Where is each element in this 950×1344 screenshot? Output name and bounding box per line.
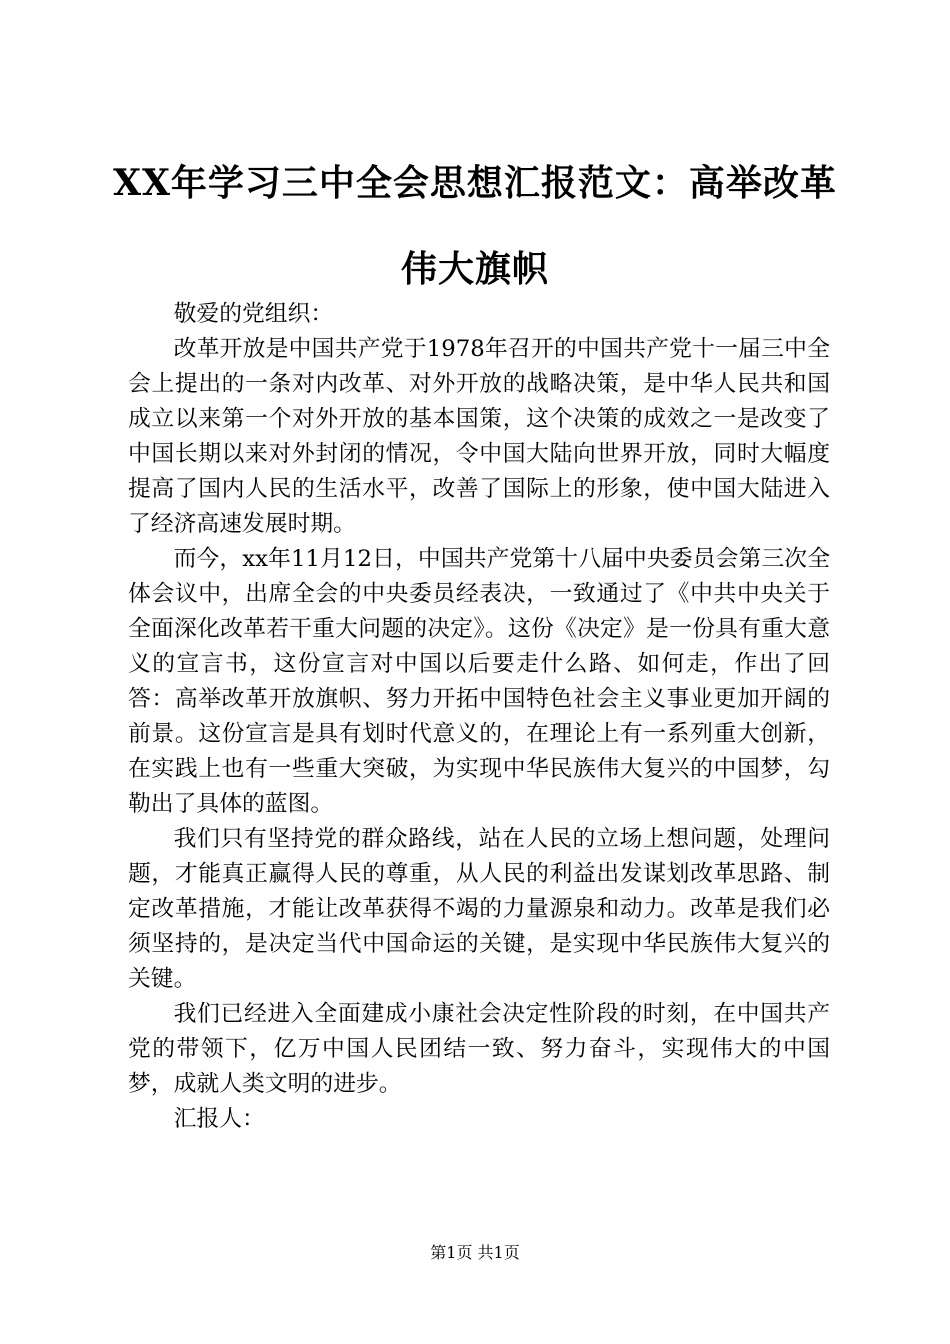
paragraph-1: 改革开放是中国共产党于1978年召开的中国共产党十一届三中全会上提出的一条对内改革、对外开放的战略决策，是中华人民共和国成立以来第一个对外开放的基本国策，这个决策的成效之一是改变了中国长期以来对外封闭的情况，令中国大陆向世界开放，同时大幅度提高了国内人民的生活水平，改善了国际上的形象，使中国大陆进入了经济高速发展时期。 (128, 336, 830, 537)
document-title-line-1: XX年学习三中全会思想汇报范文：高举改革 (113, 162, 837, 204)
document-body (128, 297, 830, 1137)
paragraph-3: 我们只有坚持党的群众路线，站在人民的立场上想问题，处理问题，才能真正赢得人民的尊重，从人民的利益出发谋划改革思路、制定改革措施，才能让改革获得不竭的力量源泉和动力。改革是我们必须坚持的，是决定当代中国命运的关键，是实现中华民族伟大复兴的关键。 (128, 826, 830, 992)
page-footer: 第1页 共1页 (430, 1243, 520, 1262)
paragraph-4: 我们已经进入全面建成小康社会决定性阶段的时刻，在中国共产党的带领下，亿万中国人民团结一致、努力奋斗，实现伟大的中国梦，成就人类文明的进步。 (128, 1001, 830, 1097)
paragraph-2: 而今，xx年11月12日，中国共产党第十八届中央委员会第三次全体会议中，出席全会的中央委员经表决，一致通过了《中共中央关于全面深化改革若干重大问题的决定》。这份《决定》是一份具有重大意义的宣言书，这份宣言对中国以后要走什么路、如何走，作出了回答：高举改革开放旗帜、努力开拓中国特色社会主义事业更加开阔的前景。这份宣言是具有划时代意义的，在理论上有一系列重大创新，在实践上也有一些重大突破，为实现中华民族伟大复兴的中国梦，勾勒出了具体的蓝图。 (128, 546, 830, 817)
document-title-line-2: 伟大旗帜 (400, 248, 549, 290)
signature: 汇报人： (173, 1106, 265, 1132)
salutation: 敬爱的党组织： (173, 301, 334, 327)
